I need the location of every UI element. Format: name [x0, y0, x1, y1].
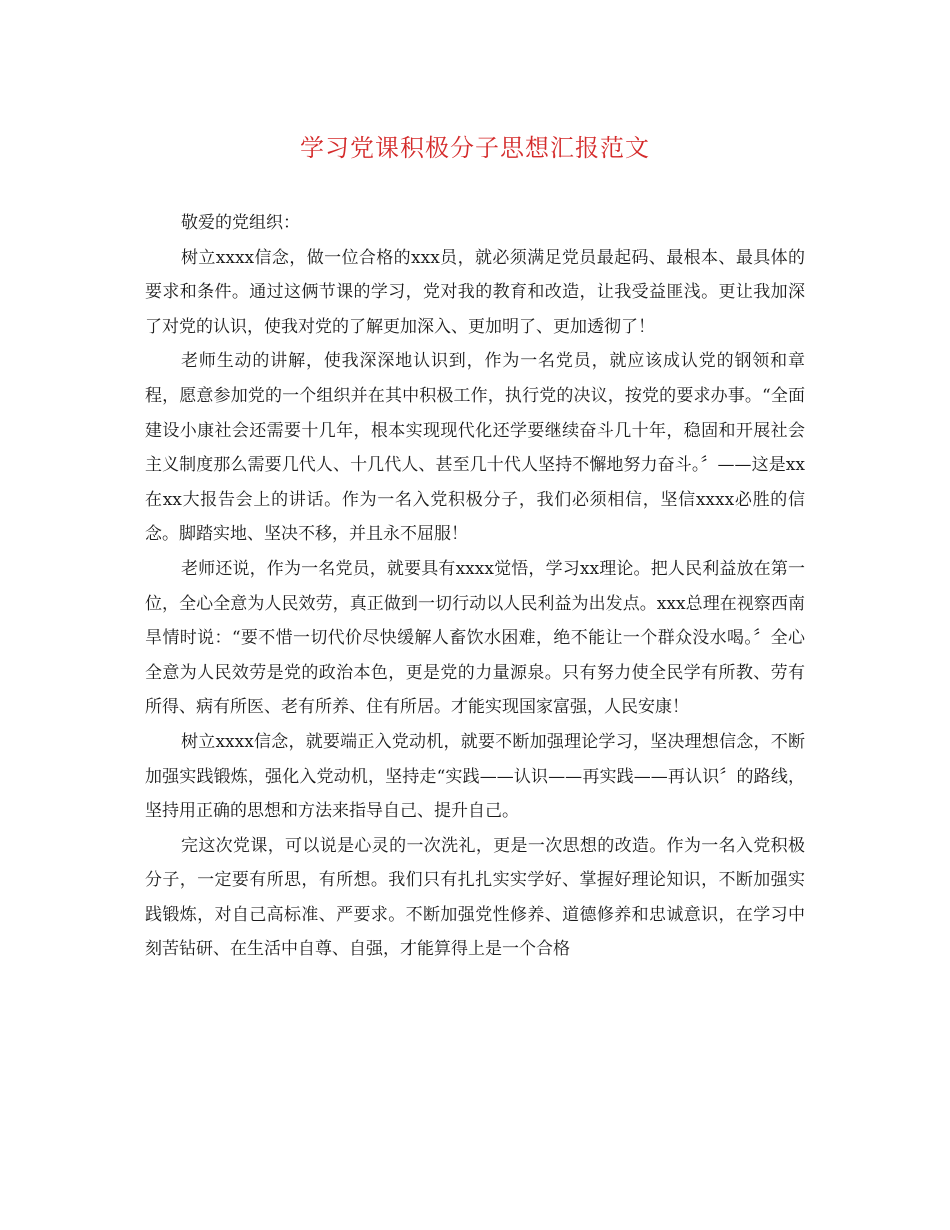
paragraph-5: 完这次党课，可以说是心灵的一次洗礼，更是一次思想的改造。作为一名入党积极分子，一定要有所思，有所想。我们只有扎扎实实学好、掌握好理论知识，不断加强实践锻炼，对自己高标准、严要求。不断加强党性修养、道德修养和忠诚意识，在学习中刻苦钻研、在生活中自尊、自强，才能算得上是一个合格: [145, 835, 805, 960]
document-title: 学习党课积极分子思想汇报范文: [300, 134, 650, 162]
salutation: 敬爱的党组织：: [181, 213, 300, 233]
document-body: [145, 206, 805, 967]
paragraph-4: 树立xxxx信念，就要端正入党动机，就要不断加强理论学习，坚决理想信念，不断加强实践锻炼，强化入党动机，坚持走“实践——认识——再实践——再认识〞的路线，坚持用正确的思想和方法来指导自己、提升自己。: [145, 731, 805, 822]
paragraph-3: 老师还说，作为一名党员，就要具有xxxx觉悟，学习xx理论。把人民利益放在第一位，全心全意为人民效劳，真正做到一切行动以人民利益为出发点。xxx总理在视察西南旱情时说：“要不惜一切代价尽快缓解人畜饮水困难，绝不能让一个群众没水喝。〞全心全意为人民效劳是党的政治本色，更是党的力量源泉。只有努力使全民学有所教、劳有所得、病有所医、老有所养、住有所居。才能实现国家富强，人民安康！: [145, 558, 805, 718]
paragraph-2: 老师生动的讲解，使我深深地认识到，作为一名党员，就应该成认党的钢领和章程，愿意参加党的一个组织并在其中积极工作，执行党的决议，按党的要求办事。“全面建设小康社会还需要十几年，根本实现现代化还学要继续奋斗几十年，稳固和开展社会主义制度那么需要几代人、十几代人、甚至几十代人坚持不懈地努力奋斗。〞——这是xx在xx大报告会上的讲话。作为一名入党积极分子，我们必须相信，坚信xxxx必胜的信念。脚踏实地、坚决不移，并且永不屈服！: [145, 351, 805, 545]
paragraph-1: 树立xxxx信念，做一位合格的xxx员，就必须满足党员最起码、最根本、最具体的要求和条件。通过这俩节课的学习，党对我的教育和改造，让我受益匪浅。更让我加深了对党的认识，使我对党的了解更加深入、更加明了、更加透彻了！: [145, 247, 805, 337]
